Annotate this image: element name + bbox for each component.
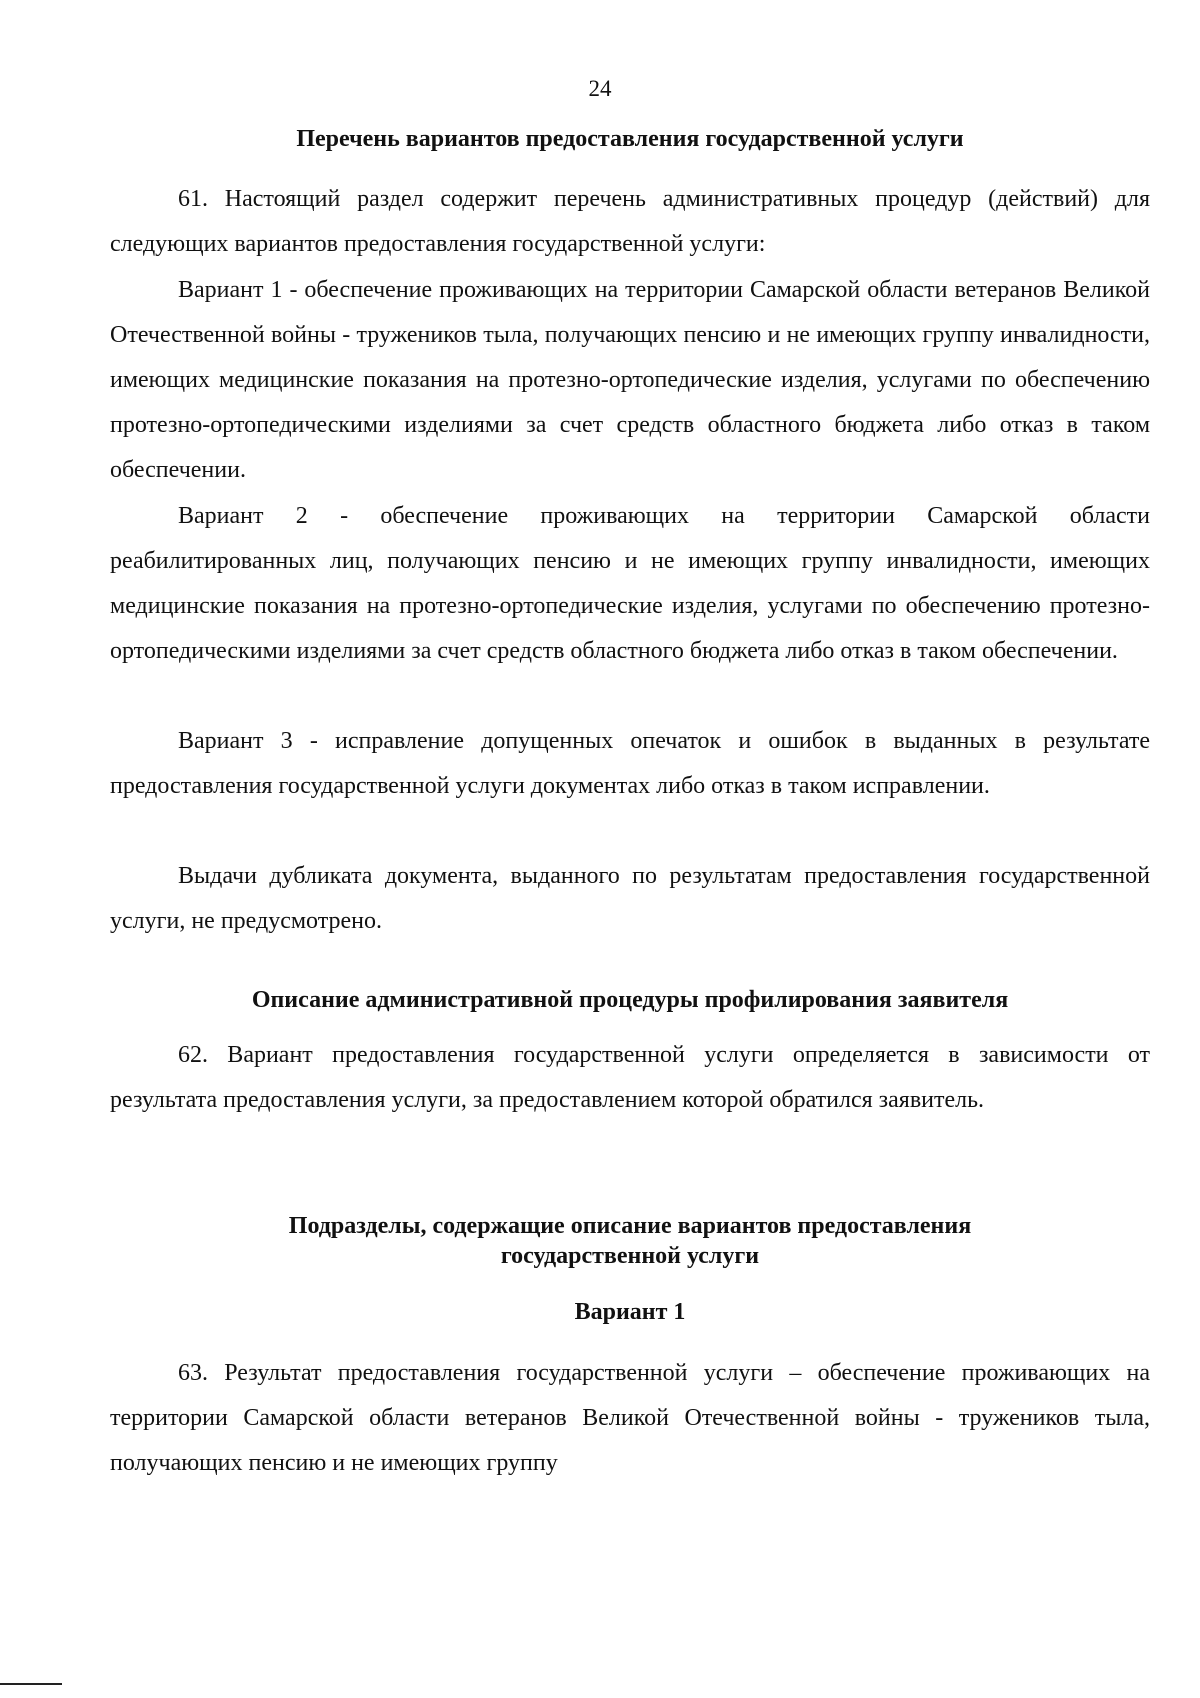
footnote-separator-line — [0, 1683, 62, 1685]
paragraph-variant-1: Вариант 1 - обеспечение проживающих на территории Самарской области ветеранов Великой Отечественной войны - тружеников тыла, получающих пенсию и не имеющих группу инвалидности, имеющих медицинские показания на протезно-ортопедические изделия, услугами по обеспечению протезно-ортопедическими изделиями за счет средств областного бюджета либо отказ в таком обеспечении. — [110, 277, 1150, 483]
variant-1-title: Вариант 1 — [574, 1299, 686, 1325]
paragraph-variant-2: Вариант 2 - обеспечение проживающих на территории Самарской области реабилитированных лиц, получающих пенсию и не имеющих группу инвалидности, имеющих медицинские показания на протезно-ортопедические изделия, услугами по обеспечению протезно-ортопедическими изделиями за счет средств областного бюджета либо отказ в таком обеспечении. — [110, 503, 1150, 664]
paragraph-61: 61. Настоящий раздел содержит перечень административных процедур (действий) для следующих вариантов предоставления государственной услуги: — [110, 186, 1150, 257]
page-number: 24 — [588, 76, 612, 101]
section-title-subsections-line-1: Подразделы, содержащие описание вариантов предоставления — [288, 1213, 972, 1239]
paragraph-duplicate: Выдачи дубликата документа, выданного по результатам предоставления государственной услуги, не предусмотрено. — [110, 863, 1150, 934]
section-title-subsections-line-2: государственной услуги — [500, 1243, 760, 1269]
section-title-variants-list: Перечень вариантов предоставления государственной услуги — [296, 126, 964, 152]
paragraph-63: 63. Результат предоставления государственной услуги – обеспечение проживающих на территории Самарской области ветеранов Великой Отечественной войны - тружеников тыла, получающих пенсию и не имеющих группу — [110, 1360, 1150, 1476]
paragraph-62: 62. Вариант предоставления государственной услуги определяется в зависимости от результата предоставления услуги, за предоставлением которой обратился заявитель. — [110, 1042, 1150, 1113]
section-title-profiling: Описание административной процедуры профилирования заявителя — [251, 987, 1009, 1013]
paragraph-variant-3: Вариант 3 - исправление допущенных опечаток и ошибок в выданных в результате предоставления государственной услуги документах либо отказ в таком исправлении. — [110, 728, 1150, 799]
